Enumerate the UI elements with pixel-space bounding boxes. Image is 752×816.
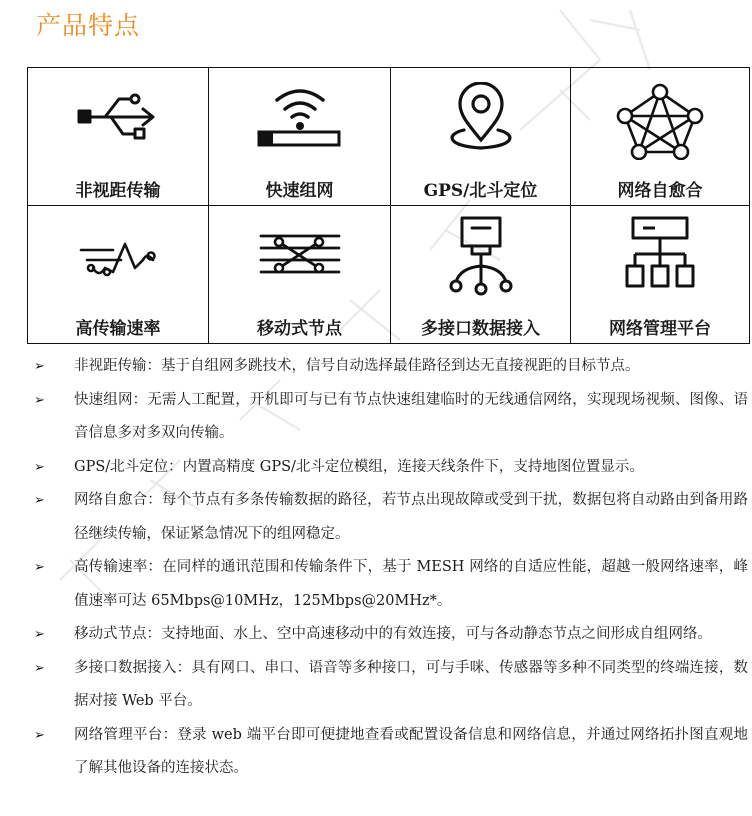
bullet-text: 非视距传输：基于自组网多跳技术，信号自动选择最佳路径到达无直接视距的目标节点。 [74, 358, 640, 374]
bullet-item [34, 719, 748, 786]
bullet-arrow-icon: ➢ [34, 560, 45, 575]
feature-label: 移动式节点 [257, 319, 342, 339]
feature-cell-self-healing [571, 68, 749, 206]
bullet-item [34, 384, 748, 451]
bullet-text: GPS/北斗定位：内置高精度 GPS/北斗定位模组，连接天线条件下，支持地图位置显示。 [74, 458, 644, 475]
bullet-item [34, 350, 748, 384]
bullet-arrow-icon: ➢ [34, 359, 45, 374]
interface-tree-icon [436, 214, 526, 296]
mesh-network-icon [615, 82, 705, 160]
feature-label: 网络管理平台 [609, 319, 711, 339]
feature-label: 多接口数据接入 [421, 319, 540, 339]
wifi-router-icon [255, 82, 345, 152]
bullet-item [34, 551, 748, 618]
bullet-text: 多接口数据接入：具有网口、串口、语音等多种接口，可与手咪、传感器等多种不同类型的终端连接，数据对接 Web 平台。 [74, 659, 748, 709]
section-title: 产品特点 [36, 11, 141, 40]
feature-cell-management [571, 206, 749, 343]
feature-label: 快速组网 [265, 181, 334, 201]
bullet-arrow-icon: ➢ [34, 627, 45, 642]
location-pin-icon [436, 82, 526, 157]
bullet-item [34, 484, 748, 551]
feature-bullet-list [34, 350, 748, 786]
signal-speed-icon [73, 230, 163, 300]
feature-grid [27, 67, 750, 344]
bullet-arrow-icon: ➢ [34, 459, 45, 475]
bullet-item [34, 652, 748, 719]
feature-label: GPS/北斗定位 [423, 181, 538, 201]
feature-cell-fast-network [209, 68, 391, 206]
mobile-nodes-icon [255, 226, 345, 296]
feature-label: 高传输速率 [75, 319, 161, 339]
feature-cell-mobile-node [209, 206, 391, 343]
feature-cell-high-rate [28, 206, 209, 343]
bullet-text: 快速组网：无需人工配置，开机即可与已有节点快速组建临时的无线通信网络，实现现场视频、图像、语音信息多对多双向传输。 [74, 391, 748, 441]
usb-icon [73, 82, 163, 152]
network-topology-icon [615, 214, 705, 296]
feature-label: 网络自愈合 [617, 181, 703, 201]
feature-cell-gps [391, 68, 571, 206]
bullet-text: 高传输速率：在同样的通讯范围和传输条件下，基于 MESH 网络的自适应性能，超越一般网络速率，峰值速率可达 65Mbps@10MHz，125Mbps@20MHz*。 [74, 559, 748, 609]
bullet-text: 网络自愈合：每个节点有多条传输数据的路径，若节点出现故障或受到干扰，数据包将自动路由到备用路径继续传输，保证紧急情况下的组网稳定。 [74, 492, 748, 542]
bullet-item [34, 451, 748, 485]
bullet-text: 网络管理平台：登录 web 端平台即可便捷地查看或配置设备信息和网络信息，并通过网络拓扑图直观地了解其他设备的连接状态。 [74, 726, 748, 776]
bullet-arrow-icon: ➢ [34, 392, 45, 408]
feature-cell-multi-interface [391, 206, 571, 343]
bullet-item [34, 618, 748, 652]
bullet-text: 移动式节点：支持地面、水上、空中高速移动中的有效连接，可与各动静态节点之间形成自组网络。 [74, 626, 712, 642]
bullet-arrow-icon: ➢ [34, 660, 45, 676]
bullet-arrow-icon: ➢ [34, 493, 45, 508]
bullet-arrow-icon: ➢ [34, 727, 45, 743]
feature-label: 非视距传输 [75, 181, 161, 201]
feature-cell-nlos [28, 68, 209, 206]
